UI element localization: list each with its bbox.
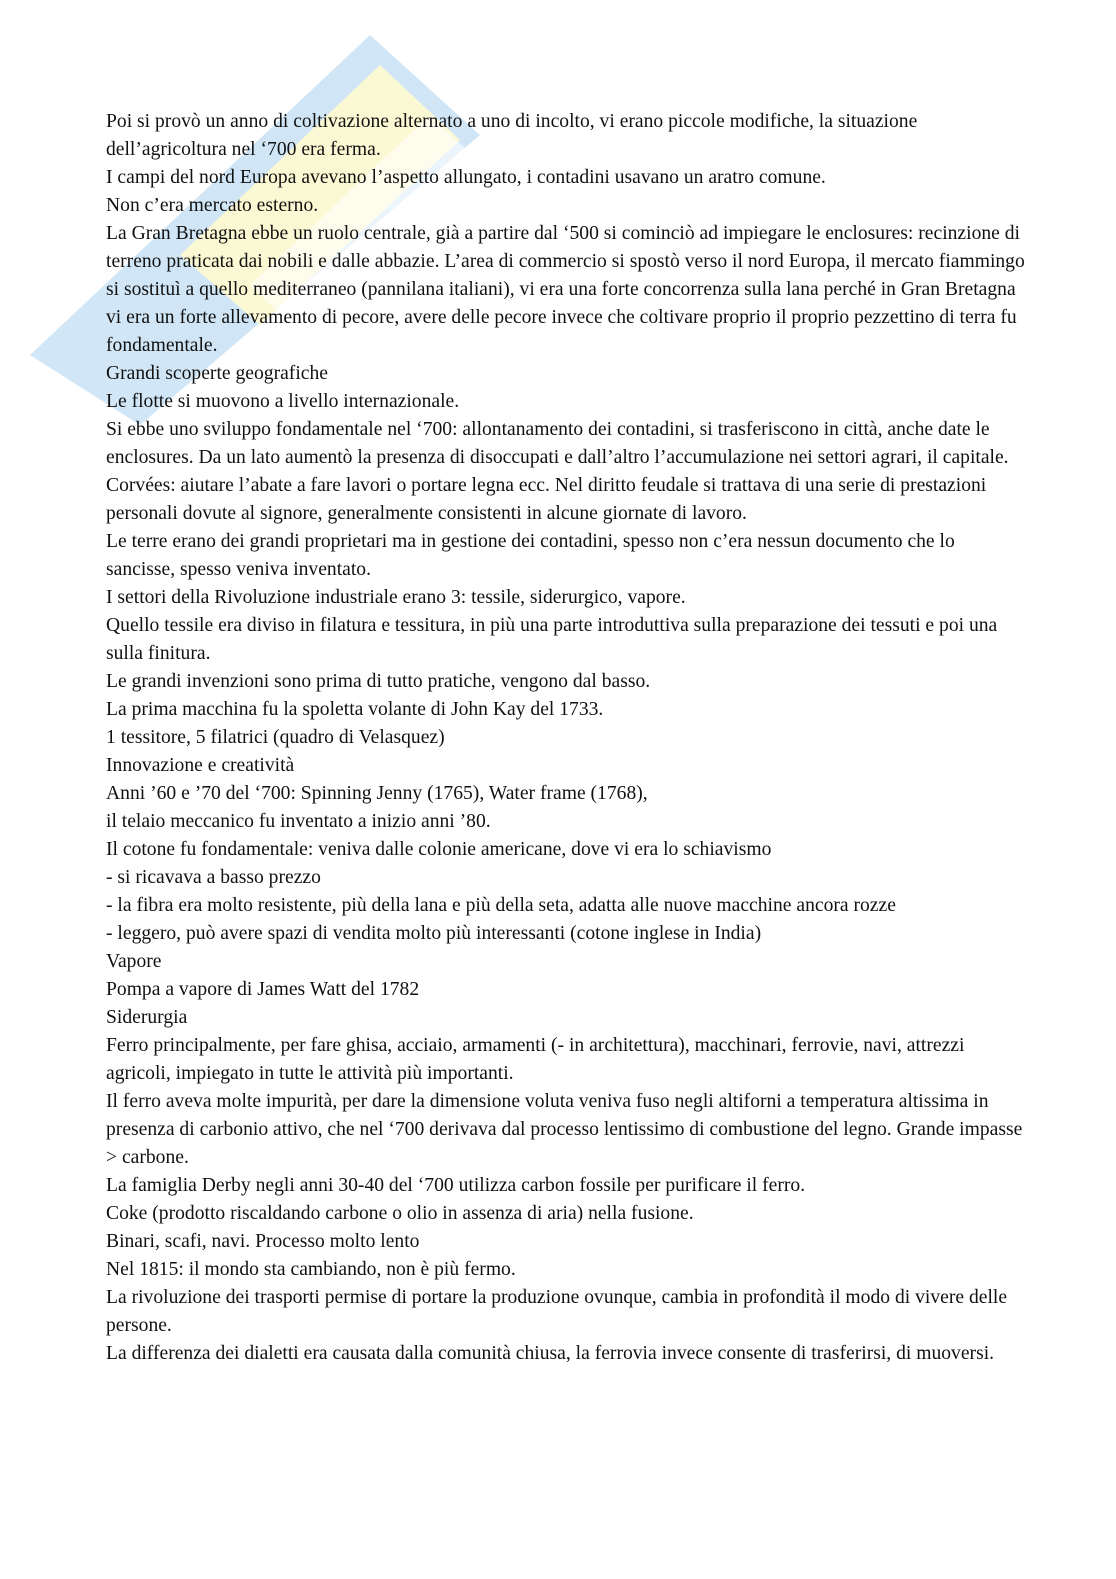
paragraph: Quello tessile era diviso in filatura e tessitura, in più una parte introduttiva sulla preparazione dei tessuti e poi una sulla finitura. [106,615,998,664]
paragraph: Anni ’60 e ’70 del ‘700: Spinning Jenny (1765), Water frame (1768), [106,783,648,804]
paragraph: La famiglia Derby negli anni 30-40 del ‘700 utilizza carbon fossile per purificare il ferro. [106,1175,806,1196]
paragraph: Coke (prodotto riscaldando carbone o olio in assenza di aria) nella fusione. [106,1203,694,1224]
paragraph: Le flotte si muovono a livello internazionale. [106,391,460,412]
paragraph: Il cotone fu fondamentale: veniva dalle colonie americane, dove vi era lo schiavismo [106,839,772,860]
paragraph: Corvées: aiutare l’abate a fare lavori o portare legna ecc. Nel diritto feudale si trattava di una serie di prestazioni personali dovute al signore, generalmente consistenti in alcune giornate di lavoro. [106,475,987,524]
list-item: - leggero, può avere spazi di vendita molto più interessanti (cotone inglese in India) [106,923,762,944]
paragraph: Le terre erano dei grandi proprietari ma in gestione dei contadini, spesso non c’era nessun documento che lo sancisse, spesso veniva inventato. [106,531,955,580]
heading-line: Vapore [106,951,162,972]
paragraph: Nel 1815: il mondo sta cambiando, non è più fermo. [106,1259,516,1280]
heading-line: Siderurgia [106,1007,188,1028]
paragraph: I campi del nord Europa avevano l’aspetto allungato, i contadini usavano un aratro comune. [106,167,826,188]
paragraph: La differenza dei dialetti era causata dalla comunità chiusa, la ferrovia invece consente di trasferirsi, di muoversi. [106,1343,995,1364]
paragraph: Si ebbe uno sviluppo fondamentale nel ‘700: allontanamento dei contadini, si trasferiscono in città, anche date le enclosures. Da un lato aumentò la presenza di disoccupati e dall’altro l’accumulazione nei settori agrari, il capitale. [106,419,1009,468]
paragraph: La rivoluzione dei trasporti permise di portare la produzione ovunque, cambia in profondità il modo di vivere delle persone. [106,1287,1008,1336]
paragraph: Binari, scafi, navi. Processo molto lento [106,1231,420,1252]
paragraph: La prima macchina fu la spoletta volante di John Kay del 1733. [106,699,604,720]
heading-line: Innovazione e creatività [106,755,295,776]
document-body [106,108,1026,1368]
paragraph: Ferro principalmente, per fare ghisa, acciaio, armamenti (- in architettura), macchinari, ferrovie, navi, attrezzi agricoli, impiegato in tutte le attività più importanti. [106,1035,965,1084]
paragraph: I settori della Rivoluzione industriale erano 3: tessile, siderurgico, vapore. [106,587,686,608]
heading-line: Grandi scoperte geografiche [106,363,328,384]
paragraph: La Gran Bretagna ebbe un ruolo centrale, già a partire dal ‘500 si cominciò ad impiegare le enclosures: recinzione di terreno praticata dai nobili e dalle abbazie. L’area di commercio si spostò verso il nord Europa, il mercato fiammingo si sostituì a quello mediterraneo (pannilana italiani), vi era una forte concorrenza sulla lana perché in Gran Bretagna vi era un forte allevamento di pecore, avere delle pecore invece che coltivare proprio il proprio pezzettino di terra fu fondamentale. [106,223,1025,356]
paragraph: Poi si provò un anno di coltivazione alternato a uno di incolto, vi erano piccole modifiche, la situazione dell’agricoltura nel ‘700 era ferma. [106,111,918,160]
list-item: - si ricavava a basso prezzo [106,867,321,888]
paragraph: 1 tessitore, 5 filatrici (quadro di Velasquez) [106,727,445,748]
paragraph: Le grandi invenzioni sono prima di tutto pratiche, vengono dal basso. [106,671,651,692]
paragraph: il telaio meccanico fu inventato a inizio anni ’80. [106,811,491,832]
paragraph: Non c’era mercato esterno. [106,195,319,216]
paragraph: Pompa a vapore di James Watt del 1782 [106,979,420,1000]
list-item: - la fibra era molto resistente, più della lana e più della seta, adatta alle nuove macchine ancora rozze [106,895,896,916]
paragraph: Il ferro aveva molte impurità, per dare la dimensione voluta veniva fuso negli altiforni a temperatura altissima in presenza di carbonio attivo, che nel ‘700 derivava dal processo lentissimo di combustione del legno. Grande impasse > carbone. [106,1091,1023,1168]
